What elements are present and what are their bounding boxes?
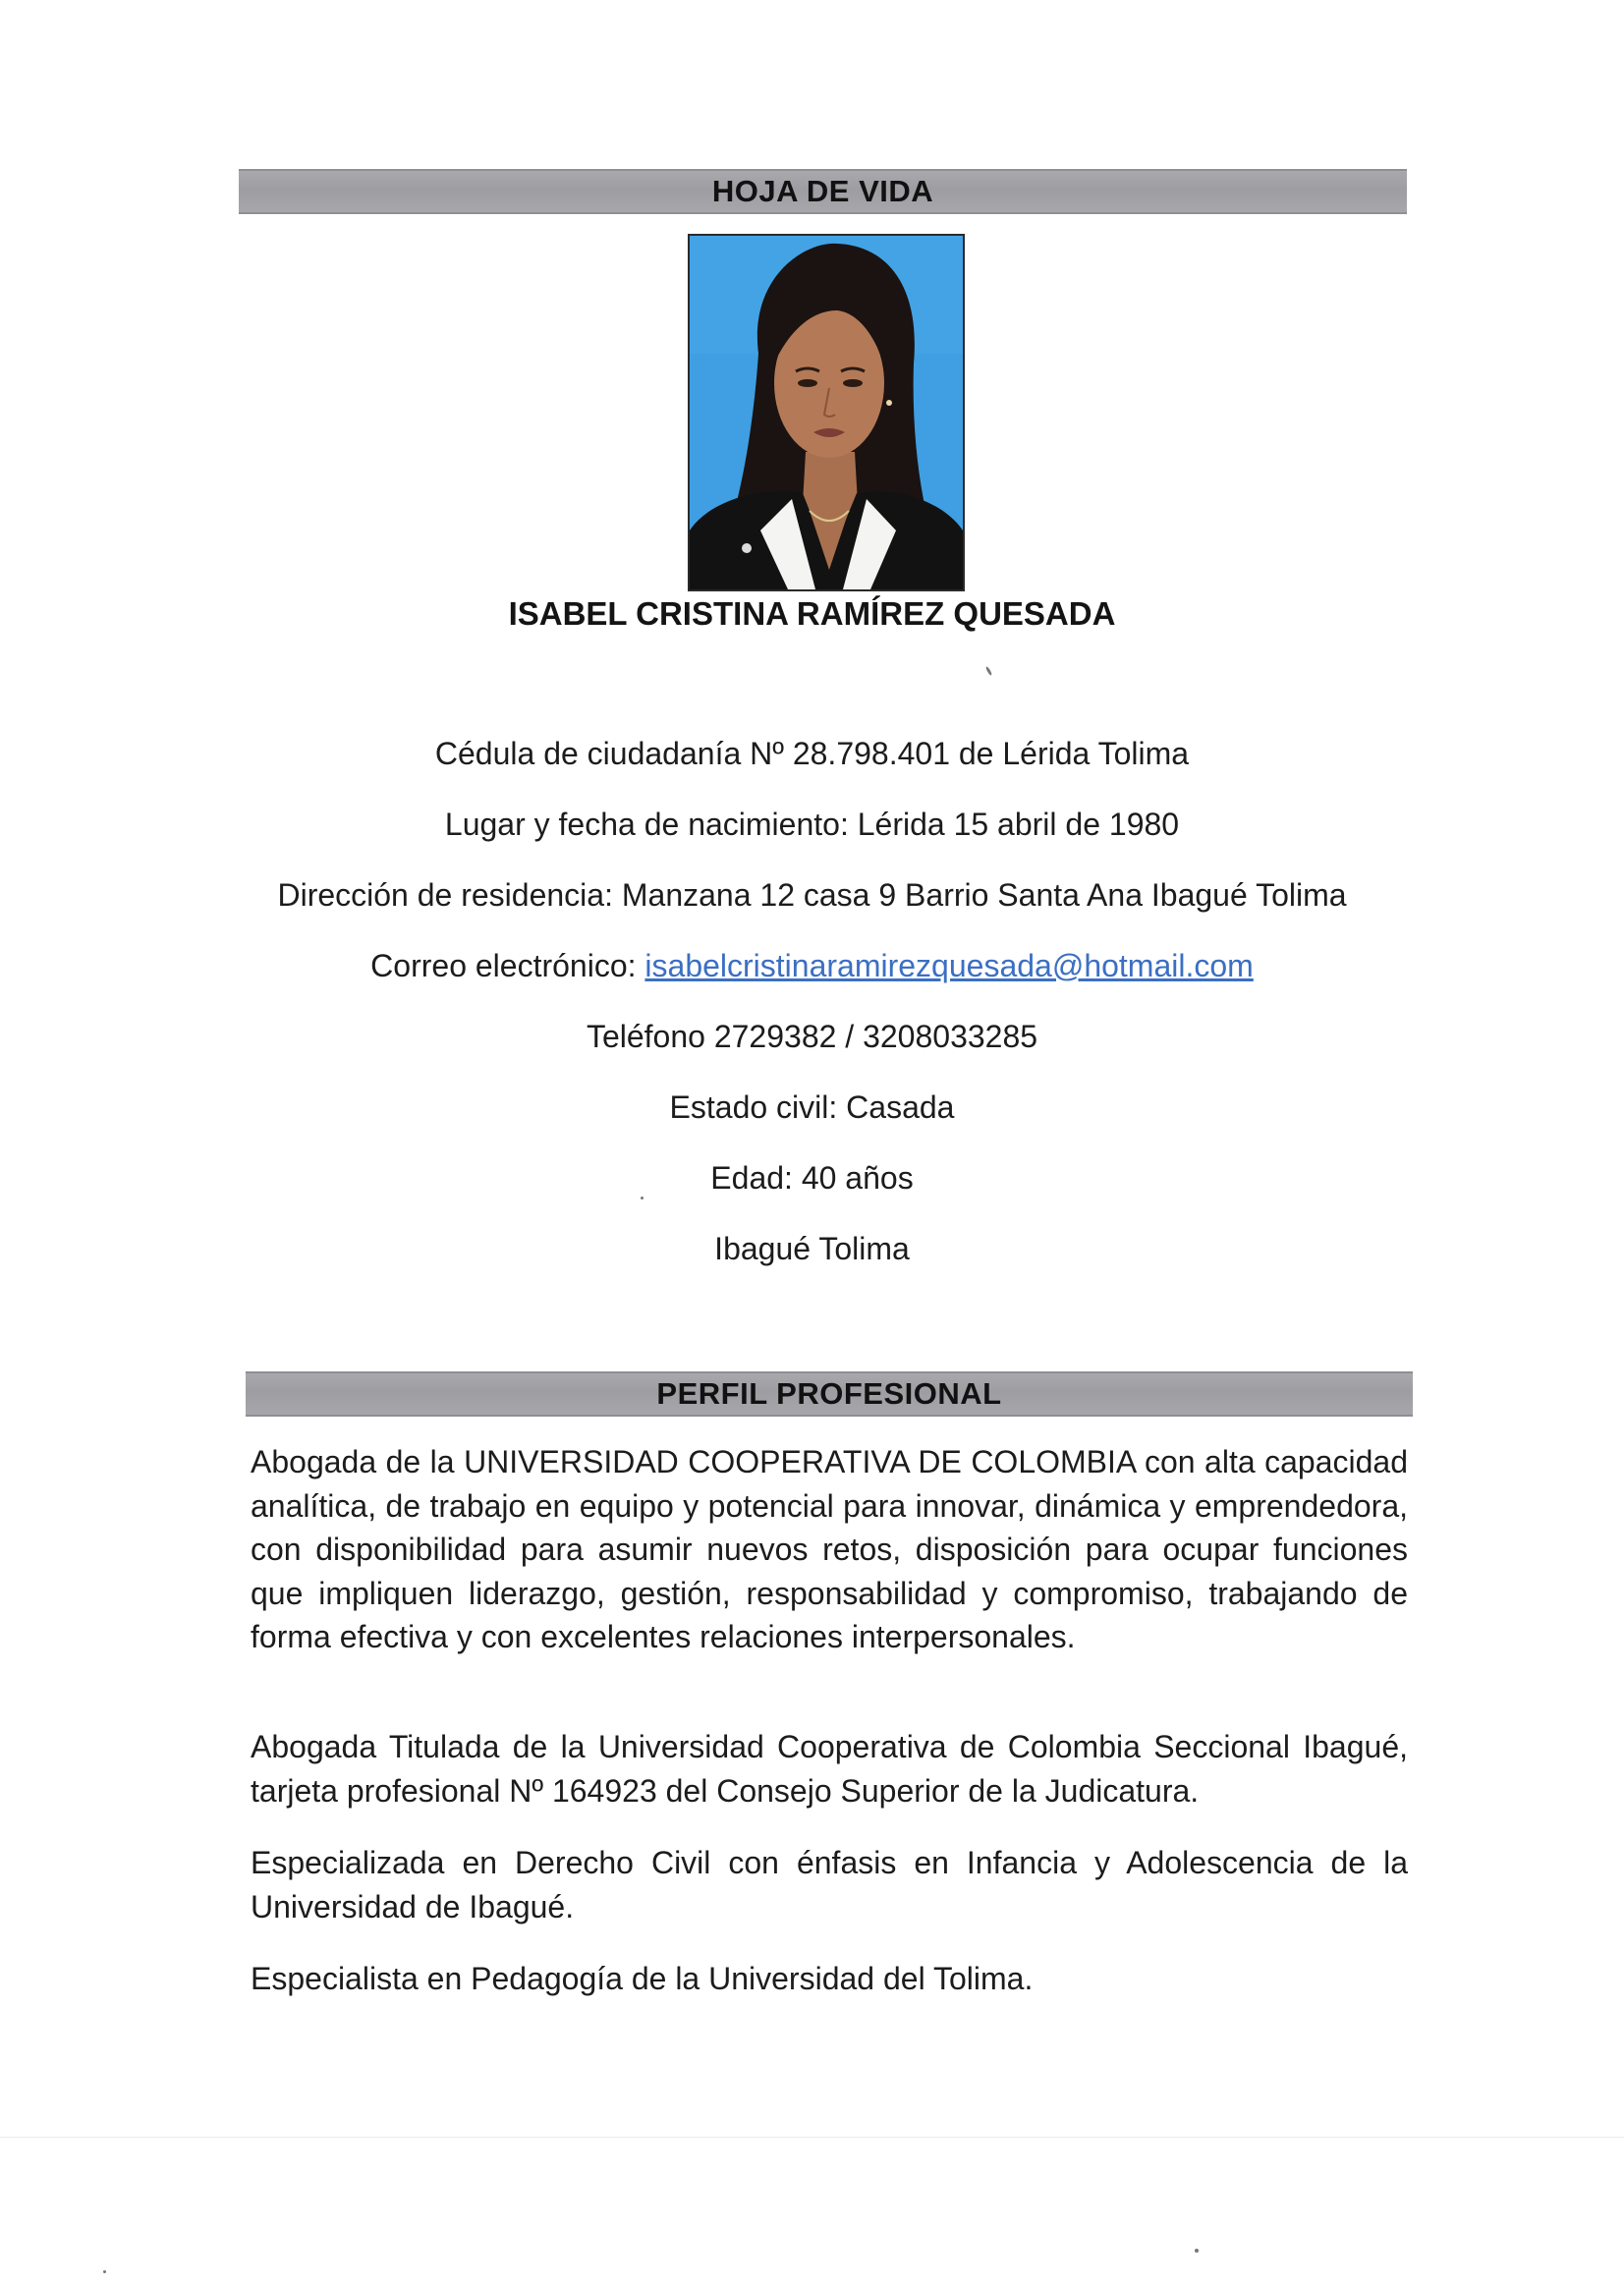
scan-speck: [985, 666, 993, 676]
phone-line: Teléfono 2729382 / 3208033285: [586, 1019, 1038, 1054]
email-label: Correo electrónico:: [370, 948, 645, 983]
profile-paragraph: Especialista en Pedagogía de la Universidad del Tolima.: [251, 1961, 1034, 1996]
scan-line: [0, 2137, 1624, 2138]
profile-paragraph: Especializada en Derecho Civil con énfasis en Infancia y Adolescencia de la Universidad de Ibagué.: [251, 1845, 1408, 1924]
scan-speck: [641, 1197, 644, 1199]
cedula-line: Cédula de ciudadanía Nº 28.798.401 de Lérida Tolima: [434, 736, 1190, 771]
profile-paragraph: Abogada de la UNIVERSIDAD COOPERATIVA DE COLOMBIA con alta capacidad analítica, de trabajo en equipo y potencial para innovar, dinámica y emprendedora, con disponibilidad para asumir nuevos retos, disposición para ocupar funciones que impliquen liderazgo, gestión, responsabilidad y compromiso, trabajando de forma efectiva y con excelentes relaciones interpersonales.: [251, 1444, 1408, 1654]
section-title: PERFIL PROFESIONAL: [656, 1376, 1002, 1411]
email-line: [0, 944, 1624, 987]
birth-line: Lugar y fecha de nacimiento: Lérida 15 abril de 1980: [444, 807, 1180, 842]
city-line: Ibagué Tolima: [714, 1231, 910, 1266]
address-line: Dirección de residencia: Manzana 12 casa 9 Barrio Santa Ana Ibagué Tolima: [277, 877, 1347, 913]
section-header-perfil-profesional: [246, 1371, 1413, 1417]
person-name: ISABEL CRISTINA RAMÍREZ QUESADA: [508, 595, 1116, 632]
portrait-photo: [688, 234, 965, 591]
civil-status-line: Estado civil: Casada: [669, 1089, 955, 1125]
section-title: HOJA DE VIDA: [711, 174, 934, 208]
scan-speck: [1195, 2249, 1199, 2253]
section-header-hoja-de-vida: [239, 169, 1407, 214]
age-line: Edad: 40 años: [710, 1160, 914, 1196]
profile-paragraph: Abogada Titulada de la Universidad Cooperativa de Colombia Seccional Ibagué, tarjeta profesional Nº 164923 del Consejo Superior de la Judicatura.: [251, 1729, 1408, 1809]
scan-speck: [103, 2270, 106, 2273]
email-link[interactable]: isabelcristinaramirezquesada@hotmail.com: [644, 948, 1254, 983]
